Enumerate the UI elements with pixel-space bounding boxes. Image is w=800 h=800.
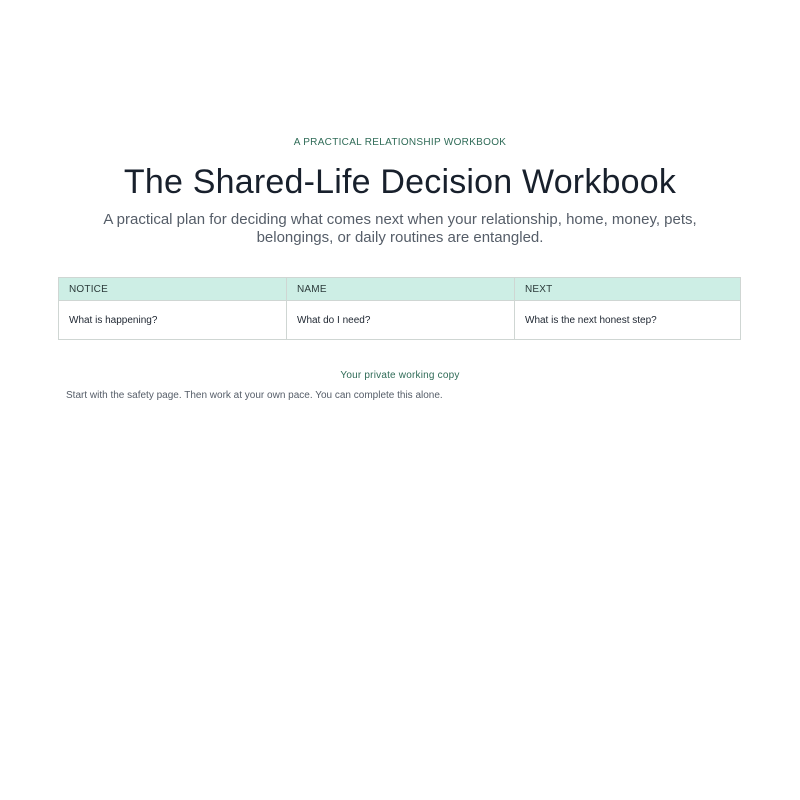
cell-next-question: What is the next honest step? <box>515 301 741 340</box>
cell-name-question: What do I need? <box>287 301 515 340</box>
cell-notice-question: What is happening? <box>59 301 287 340</box>
page-subtitle: A practical plan for deciding what comes next when your relationship, home, money, pets, belongings, or daily routines are entangled. <box>103 211 697 246</box>
intro-text: Start with the safety page. Then work at your own pace. You can complete this alone. <box>66 390 443 401</box>
eyebrow-label: A PRACTICAL RELATIONSHIP WORKBOOK <box>293 137 507 148</box>
column-header-next: NEXT <box>515 278 741 301</box>
column-header-notice: NOTICE <box>59 278 287 301</box>
steps-table <box>58 277 741 340</box>
column-header-name: NAME <box>287 278 515 301</box>
steps-table-header-row <box>59 278 741 301</box>
table-row <box>59 301 741 340</box>
working-copy-label: Your private working copy <box>340 370 460 381</box>
page-title: The Shared-Life Decision Workbook <box>123 163 677 201</box>
